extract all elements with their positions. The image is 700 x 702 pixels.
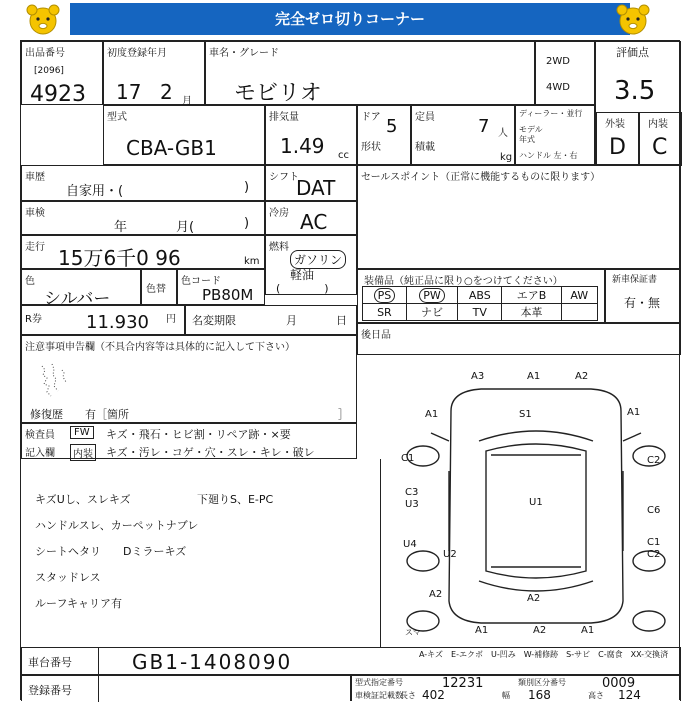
shift-label: シフト (269, 172, 299, 183)
warranty-label: 新車保証書 (612, 275, 658, 285)
repair-close: ］ (338, 408, 349, 421)
model-code: CBA-GB1 (126, 136, 217, 160)
shift-box (265, 165, 357, 201)
inspector-label: 検査員 (25, 430, 55, 441)
displacement-box (265, 105, 357, 165)
inspection-label: 車検 (25, 208, 45, 219)
damage-label: A3 (471, 371, 485, 382)
dealer-box (515, 105, 595, 165)
damage-label: C2 (647, 455, 661, 466)
damage-label: A1 (627, 407, 641, 418)
damage-label: A2 (527, 593, 541, 604)
inspector-interior-items: キズ・汚レ・コゲ・穴・スレ・キレ・破レ (106, 446, 315, 459)
ext-label: 外装 (605, 119, 625, 130)
person-unit: 人 (498, 128, 508, 139)
inspection-month-unit: 月( (176, 220, 195, 235)
warranty-box (605, 269, 681, 323)
model-label: 型式 (107, 112, 127, 123)
width-value: 168 (528, 688, 551, 702)
ext-score-cell (596, 112, 639, 166)
car-name-box (205, 41, 535, 105)
load-label: 積載 (415, 142, 435, 153)
mileage-value: 15万6千0 96 (58, 246, 181, 270)
doors-label: ドア (361, 112, 381, 123)
damage-label: U3 (405, 499, 419, 510)
equip-empty (561, 304, 597, 321)
equip-ps: PS (363, 287, 407, 304)
fuel-gasoline-circled: ガソリン (290, 250, 346, 269)
name-change-month: 月 (286, 314, 297, 327)
header-bar (0, 0, 700, 40)
rear-items-label: 後日品 (361, 330, 391, 341)
ext-score: D (609, 135, 626, 160)
first-reg-year: 17 (116, 80, 142, 104)
month-unit: 月 (182, 96, 192, 107)
damage-label: C6 (647, 505, 661, 516)
ac-box (265, 201, 357, 235)
color-label: 色 (25, 276, 35, 287)
capacity-label: 定員 (415, 112, 435, 123)
underbody-note: 下廻りS、E-PC (197, 493, 274, 506)
int-label: 内装 (648, 119, 668, 130)
doors-box (357, 105, 411, 165)
fuel-label: 燃料 (269, 242, 289, 253)
width-label: 幅 (502, 691, 510, 700)
equipment-table (362, 286, 598, 321)
equipment-box (357, 269, 605, 323)
history-value: 自家用・( (66, 184, 124, 199)
color-change-box (141, 269, 177, 305)
damage-label: U4 (403, 539, 417, 550)
recycle-label: R券 (25, 314, 42, 325)
equip-tv: TV (458, 304, 502, 321)
category-label: 類別区分番号 (518, 678, 566, 687)
model-year-label: モデル (519, 125, 543, 134)
inspection-close: ) (244, 216, 250, 231)
equip-abs: ABS (458, 287, 502, 304)
repair-history: 修復歴 有［箇所 (30, 408, 129, 421)
color-box (21, 269, 141, 309)
drive-box (535, 41, 595, 105)
inspector-box (21, 423, 357, 459)
height-value: 124 (618, 688, 641, 702)
history-label: 車歴 (25, 172, 45, 183)
cc-unit: cc (338, 150, 349, 161)
auction-sheet (20, 40, 680, 700)
recycle-value: 11.930 (86, 312, 149, 333)
note-line: ルーフキャリア有 (35, 597, 123, 610)
inspection-box (21, 201, 265, 235)
equip-navi: ナビ (406, 304, 457, 321)
color-value: シルバー (44, 289, 111, 309)
dims-label: 車検証記載数 (355, 691, 403, 700)
equip-aw: AW (561, 287, 597, 304)
ac-label: 冷房 (269, 208, 289, 219)
damage-label: A1 (527, 371, 541, 382)
page-title: 完全ゼロ切りコーナー (70, 3, 630, 35)
fuel-box (265, 235, 357, 295)
drive-4wd: 4WD (546, 82, 570, 93)
dealer-label: ディーラー・並行 (519, 109, 583, 118)
ac-value: AC (300, 210, 328, 234)
note-line: ハンドルスレ、カーペットナブレ (35, 519, 199, 532)
first-reg-label: 初度登録年月 (107, 48, 167, 59)
inspector-interior: 内装 (70, 444, 96, 461)
recycle-box (21, 305, 185, 335)
name-change-day: 日 (336, 314, 347, 327)
damage-label: A2 (533, 625, 547, 636)
inspector-fw: FW (70, 426, 94, 439)
displacement-value: 1.49 (280, 134, 325, 158)
warranty-value: 有・無 (624, 296, 661, 310)
length-value: 402 (422, 688, 445, 702)
history-box (21, 165, 265, 201)
divider (98, 676, 99, 702)
inspector-exterior-items: キズ・飛石・ヒビ割・リペア跡・×要 (106, 428, 291, 441)
drive-2wd: 2WD (546, 56, 570, 67)
mileage-box (21, 235, 265, 269)
damage-label: C3 (405, 487, 419, 498)
lot-label: 出品番号 (25, 48, 65, 59)
color-code-box (177, 269, 265, 305)
capacity-box (411, 105, 515, 165)
registration-box (21, 675, 351, 701)
doors-value: 5 (386, 116, 398, 137)
km-unit: km (244, 256, 260, 267)
damage-label: A1 (581, 625, 595, 636)
scribble-mark-icon (32, 356, 102, 406)
first-reg-month: 2 (160, 80, 173, 104)
chassis-box (21, 647, 681, 675)
displacement-label: 排気量 (269, 112, 299, 123)
equip-airbag: エアB (502, 287, 561, 304)
damage-label: C1 (401, 453, 415, 464)
type-no-value: 12231 (442, 676, 484, 691)
shift-value: DAT (296, 176, 336, 200)
category-value: 0009 (602, 676, 636, 691)
steering-label: ハンドル 左・右 (519, 151, 578, 160)
damage-label: S1 (519, 409, 532, 420)
chassis-number: GB1-1408090 (132, 650, 293, 674)
divider (98, 648, 99, 676)
year-label: 年式 (519, 135, 535, 144)
damage-label: C2 (647, 549, 661, 560)
type-no-label: 型式指定番号 (355, 678, 403, 687)
bear-mascot-icon (22, 2, 64, 38)
name-change-label: 名変期限 (192, 314, 236, 327)
damage-label: A1 (475, 625, 489, 636)
equip-sr: SR (363, 304, 407, 321)
name-change-box (185, 305, 357, 335)
equipment-label: 装備品（純正品に限り○をつけてください） (364, 276, 563, 287)
chassis-label: 車台番号 (28, 656, 72, 669)
history-close: ) (244, 180, 250, 195)
capacity-value: 7 (478, 116, 490, 137)
score-value: 3.5 (614, 76, 656, 106)
damage-label: スマ (405, 628, 421, 637)
mileage-label: 走行 (25, 242, 45, 253)
notes-label: 注意事項申告欄（不具合内容等は具体的に記入して下さい） (25, 342, 295, 353)
damage-label: A2 (429, 589, 443, 600)
lot-box (21, 41, 103, 105)
rear-items-box (357, 323, 681, 355)
fuel-other: ( ) (276, 282, 329, 295)
color-change-label: 色替 (146, 284, 166, 295)
height-label: 高さ (588, 691, 604, 700)
car-name: モビリオ (234, 81, 322, 106)
lot-number: 4923 (30, 82, 86, 107)
note-line: シートヘタリ Dミラーキズ (35, 545, 187, 558)
length-label: 長さ (400, 691, 416, 700)
model-box (103, 105, 265, 165)
fuel-diesel: 軽油 (290, 268, 315, 282)
inspector-entry-label: 記入欄 (25, 448, 55, 459)
damage-label: U2 (443, 549, 457, 560)
int-score-cell (639, 112, 682, 166)
damage-label: A2 (575, 371, 589, 382)
color-code-label: 色コード (181, 276, 221, 287)
notes-box (21, 335, 357, 423)
damage-legend: A-キズ E-エクボ U-凹み W-補修跡 S-サビ C-腐食 XX-交換済 (419, 650, 669, 659)
damage-label: C1 (647, 537, 661, 548)
registration-label: 登録番号 (28, 684, 72, 697)
inspection-year-unit: 年 (114, 220, 128, 235)
damage-label: U1 (529, 497, 543, 508)
int-score: C (652, 135, 668, 160)
score-box (595, 41, 681, 165)
score-label: 評価点 (616, 46, 649, 59)
sales-box (357, 165, 681, 269)
equip-leather: 本革 (502, 304, 561, 321)
color-code: PB80M (202, 286, 254, 304)
sales-label: セールスポイント（正常に機能するものに限ります） (361, 172, 601, 183)
equip-pw: PW (406, 287, 457, 304)
kg-unit: kg (500, 152, 513, 163)
first-reg-box (103, 41, 205, 105)
damage-label: A1 (425, 409, 439, 420)
yen-unit: 円 (166, 314, 176, 325)
handwritten-area (21, 459, 381, 647)
note-line: スタッドレス (35, 571, 101, 584)
lot-sub: [2096] (34, 66, 64, 76)
bear-mascot-icon (612, 2, 654, 38)
car-name-label: 車名・グレード (209, 48, 279, 59)
type-dims-box (351, 675, 681, 701)
note-line: キズUし、スレキズ (35, 493, 131, 506)
shape-label: 形状 (361, 142, 381, 153)
